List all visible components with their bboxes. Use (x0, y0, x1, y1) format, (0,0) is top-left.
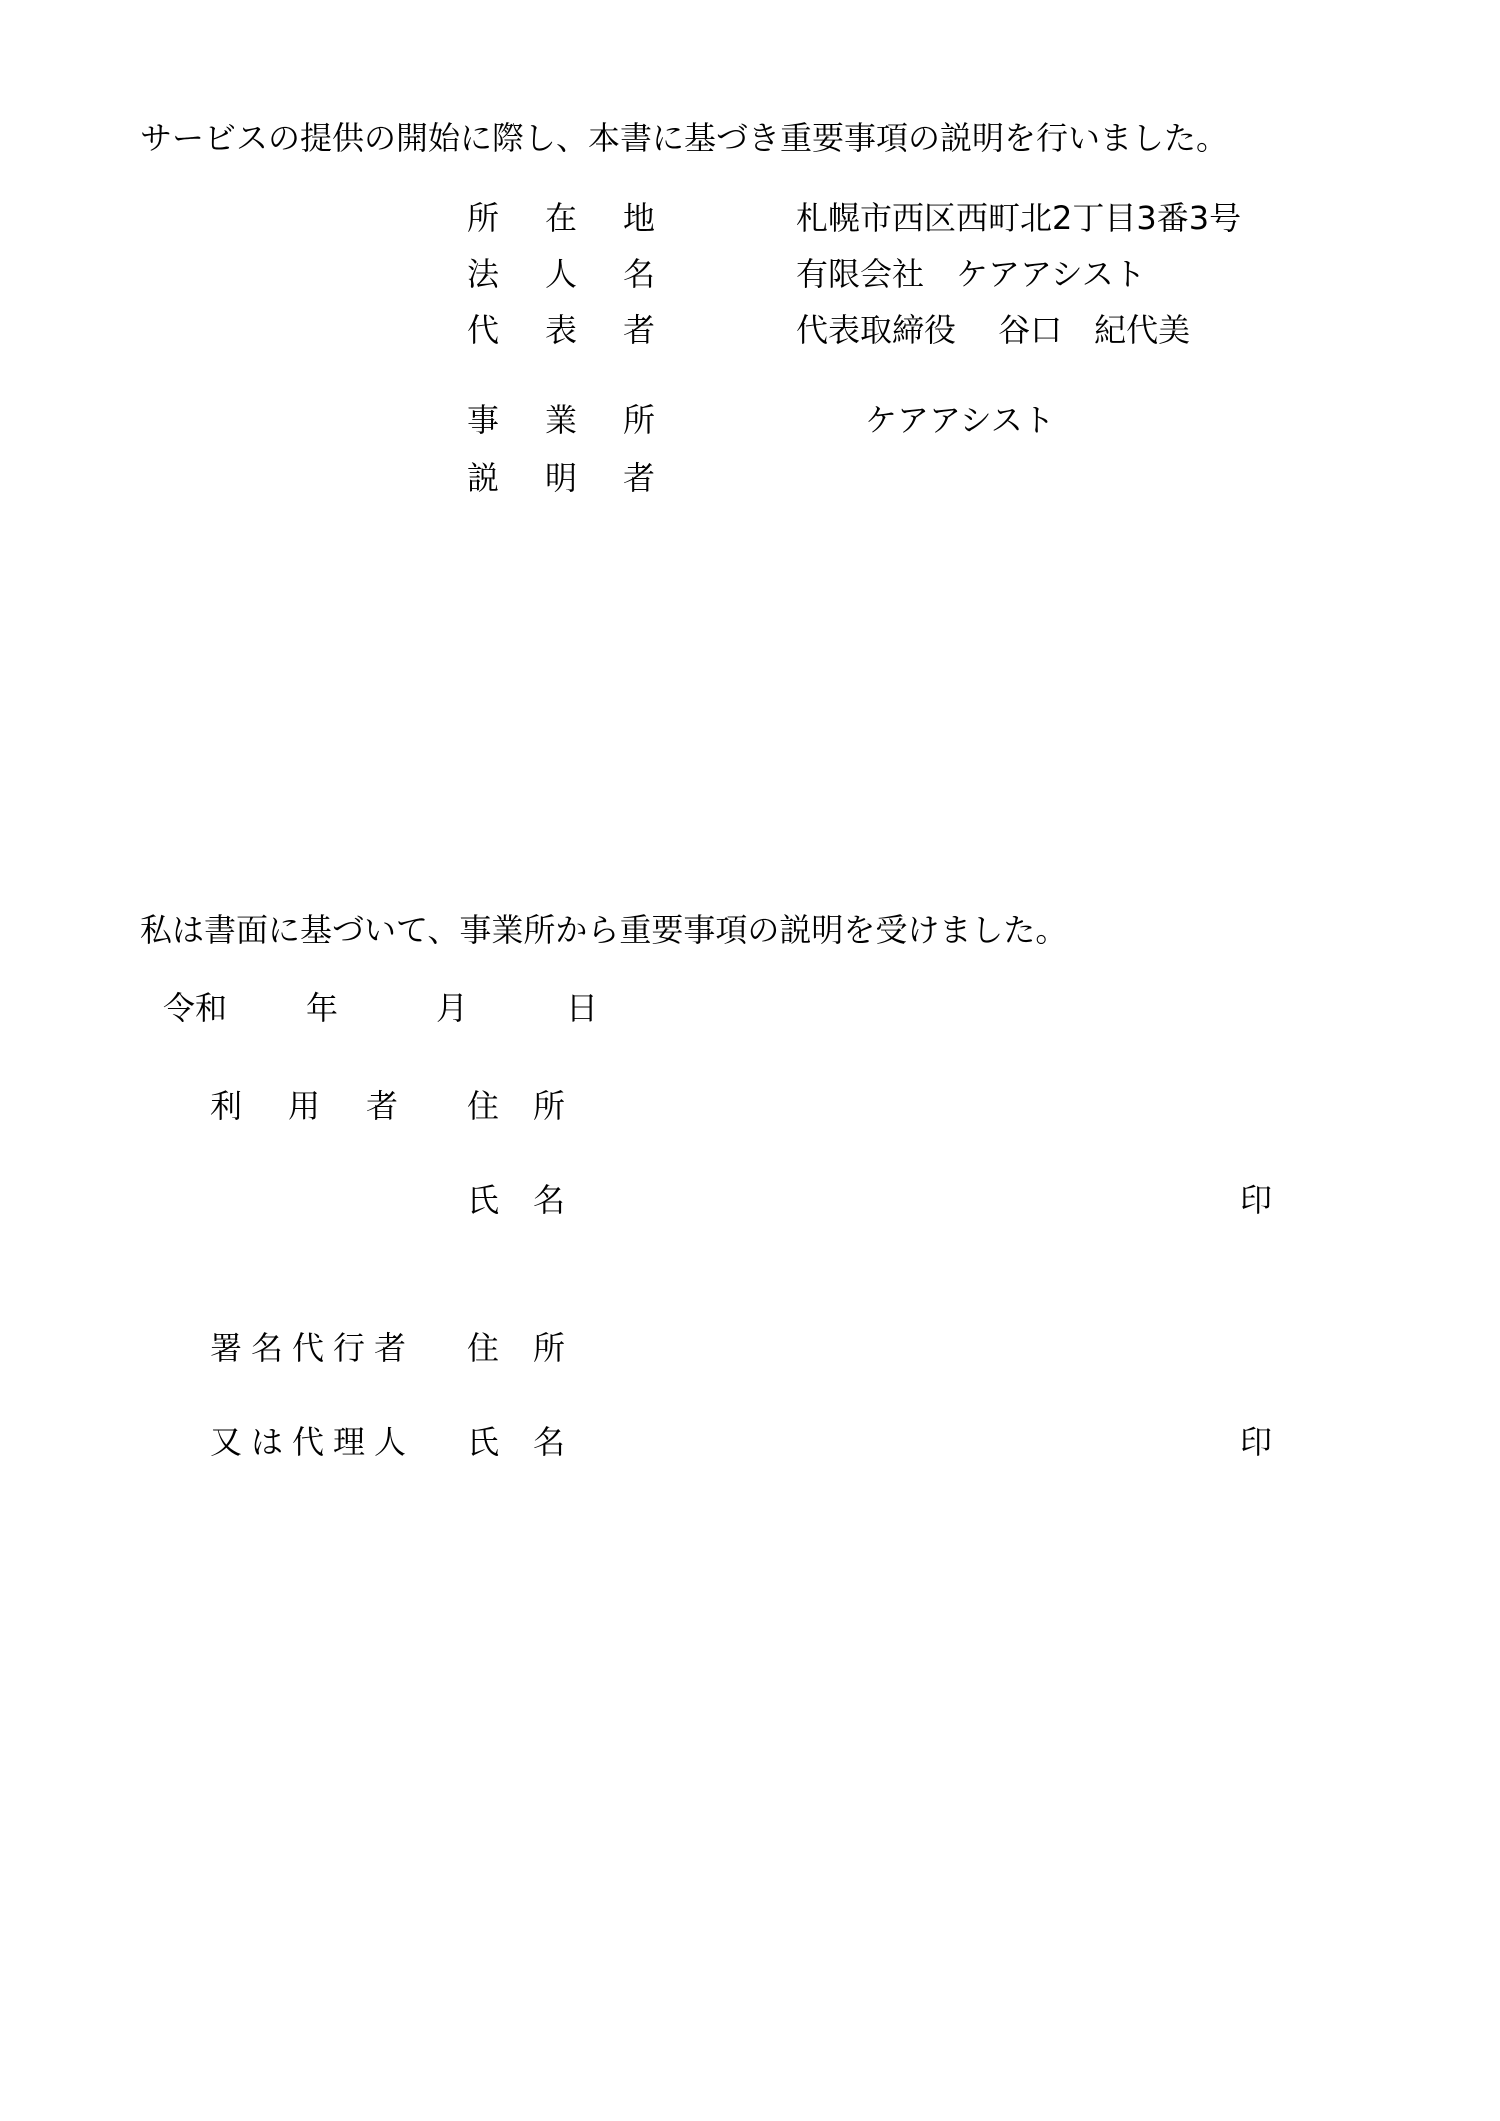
proxy-role-line1: 署名代行者 (210, 1329, 416, 1367)
proxy-name-label: 氏名 (467, 1423, 600, 1461)
date-era: 令和 (163, 989, 228, 1027)
user-role-label: 利用者 (210, 1087, 445, 1125)
representative-label: 代表者 (467, 311, 702, 349)
proxy-seal-mark: 印 (1240, 1423, 1273, 1461)
office-value: ケアアシスト (865, 401, 1055, 439)
provider-statement: サービスの提供の開始に際し、本書に基づき重要事項の説明を行いました。 (140, 119, 1229, 157)
proxy-address-label: 住所 (467, 1329, 600, 1367)
proxy-role-line2: 又は代理人 (210, 1423, 416, 1461)
user-seal-mark: 印 (1240, 1181, 1273, 1219)
explainer-label: 説明者 (467, 459, 702, 497)
user-address-label: 住所 (467, 1087, 600, 1125)
corporation-name-label: 法人名 (467, 255, 702, 293)
date-day-label: 日 (566, 989, 599, 1027)
user-statement: 私は書面に基づいて、事業所から重要事項の説明を受けました。 (140, 911, 1068, 949)
corporation-name-value: 有限会社 ケアアシスト (796, 255, 1146, 293)
representative-value: 代表取締役 谷口 紀代美 (796, 311, 1191, 349)
location-value: 札幌市西区西町北2丁目3番3号 (796, 199, 1242, 237)
date-year-label: 年 (306, 989, 339, 1027)
office-label: 事業所 (467, 401, 702, 439)
date-month-label: 月 (436, 989, 469, 1027)
location-label: 所在地 (467, 199, 702, 237)
user-name-label: 氏名 (467, 1181, 600, 1219)
